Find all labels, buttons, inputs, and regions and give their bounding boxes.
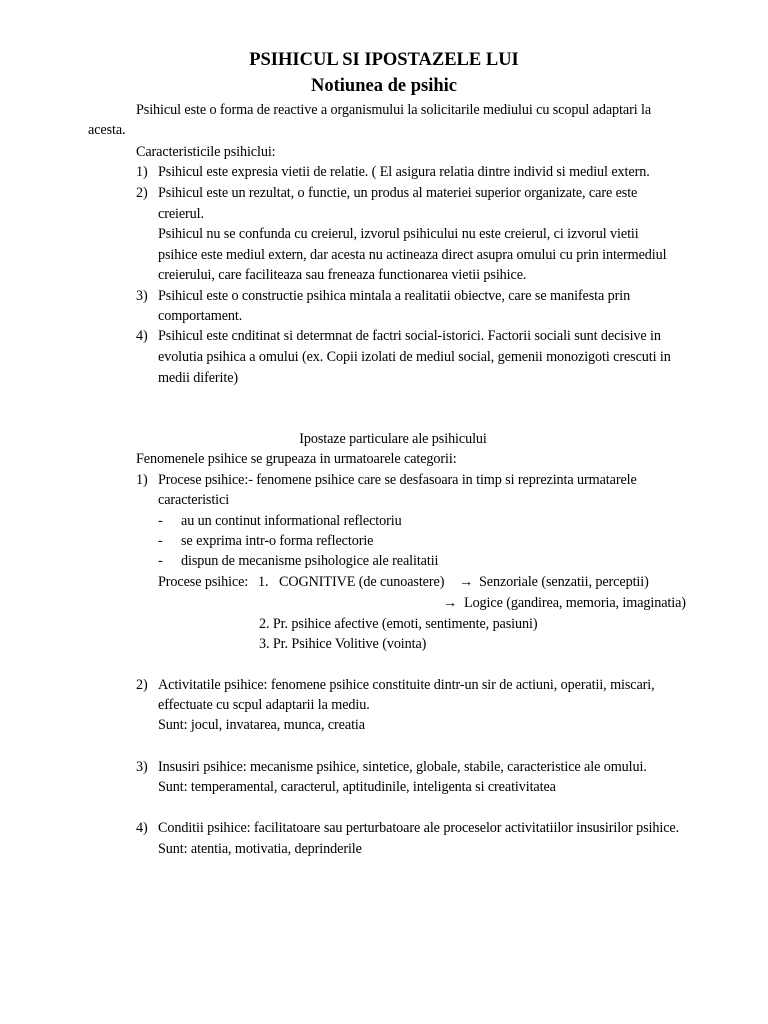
list-item-text: psihice este mediul extern, dar acesta nu actineaza direct asupra omului cu prin intermediul: [158, 247, 667, 263]
section-intro: Fenomenele psihice se grupeaza in urmatoarele categorii:: [136, 451, 457, 467]
list-number: 2): [136, 677, 148, 693]
processes-label: Procese psihice:: [158, 574, 249, 590]
bullet-dash: -: [158, 513, 163, 529]
bullet-dash: -: [158, 553, 163, 569]
intro-line: Psihicul este o forma de reactive a organismului la solicitarile mediului cu scopul adaptari la: [136, 102, 652, 118]
list-number: 2): [136, 185, 148, 201]
list-item-text: Sunt: atentia, motivatia, deprinderile: [158, 841, 362, 857]
list-item-text: Psihicul este expresia vietii de relatie. ( El asigura relatia dintre individ si mediul extern.: [158, 164, 650, 180]
list-number: 4): [136, 328, 148, 344]
list-item-text: effectuate cu scpul adaptarii la mediu.: [158, 697, 370, 713]
list-number: 4): [136, 820, 148, 836]
page-subtitle: Notiunea de psihic: [311, 76, 457, 96]
arrow-right-icon: →: [459, 574, 474, 590]
list-item-text: Psihicul este un rezultat, o functie, un produs al materiei superior organizate, care este: [158, 185, 638, 201]
list-item-text: Psihicul este o constructie psihica mintala a realitatii obiectve, care se manifesta prin: [158, 288, 631, 304]
list-item-text: caracteristici: [158, 492, 230, 508]
bullet-text: au un continut informational reflectoriu: [181, 513, 402, 529]
section-heading: Ipostaze particulare ale psihicului: [299, 431, 487, 447]
process-number: 1.: [258, 574, 269, 590]
process-logical: Logice (gandirea, memoria, imaginatia): [464, 595, 686, 611]
arrow-right-icon: →: [443, 595, 458, 611]
process-sensory: Senzoriale (senzatii, perceptii): [479, 574, 649, 590]
list-item-text: Insusiri psihice: mecanisme psihice, sintetice, globale, stabile, caracteristice ale omului.: [158, 759, 647, 775]
list-item-text: Sunt: temperamental, caracterul, aptitudinile, inteligenta si creativitatea: [158, 779, 556, 795]
list-item-text: Sunt: jocul, invatarea, munca, creatia: [158, 717, 365, 733]
list-item-text: Psihicul este cnditinat si determnat de factri social-istorici. Factorii sociali sunt decisive in: [158, 328, 661, 344]
list-item-text: Procese psihice:- fenomene psihice care se desfasoara in timp si reprezinta urmatarele: [158, 472, 637, 488]
list-number: 1): [136, 164, 148, 180]
list-number: 1): [136, 472, 148, 488]
list-item-text: Psihicul nu se confunda cu creierul, izvorul psihicului nu este creierul, ci izvorul vietii: [158, 226, 639, 242]
list-number: 3): [136, 759, 148, 775]
list-item-text: Activitatile psihice: fenomene psihice constituite dintr-un sir de actiuni, operatii, miscari,: [158, 677, 655, 693]
list-item-text: medii diferite): [158, 370, 239, 386]
bullet-dash: -: [158, 533, 163, 549]
characteristics-heading: Caracteristicile psihiclui:: [136, 144, 276, 160]
list-number: 3): [136, 288, 148, 304]
page-title: PSIHICUL SI IPOSTAZELE LUI: [249, 50, 519, 70]
process-affective: 2. Pr. psihice afective (emoti, sentimente, pasiuni): [259, 616, 538, 632]
list-item-text: creierul.: [158, 206, 204, 222]
bullet-text: dispun de mecanisme psihologice ale realitatii: [181, 553, 439, 569]
process-cognitive: COGNITIVE (de cunoastere): [279, 574, 445, 590]
list-item-text: evolutia psihica a omului (ex. Copii izolati de mediul social, gemenii monozigoti crescuti in: [158, 349, 671, 365]
list-item-text: Conditii psihice: facilitatoare sau perturbatoare ale proceselor activitatiilor insusirilor psihice.: [158, 820, 680, 836]
bullet-text: se exprima intr-o forma reflectorie: [181, 533, 374, 549]
list-item-text: comportament.: [158, 308, 243, 324]
list-item-text: creierului, care faciliteaza sau freneaza functionarea vietii psihice.: [158, 267, 527, 283]
intro-line: acesta.: [88, 122, 126, 138]
process-volitive: 3. Pr. Psihice Volitive (vointa): [259, 636, 427, 652]
